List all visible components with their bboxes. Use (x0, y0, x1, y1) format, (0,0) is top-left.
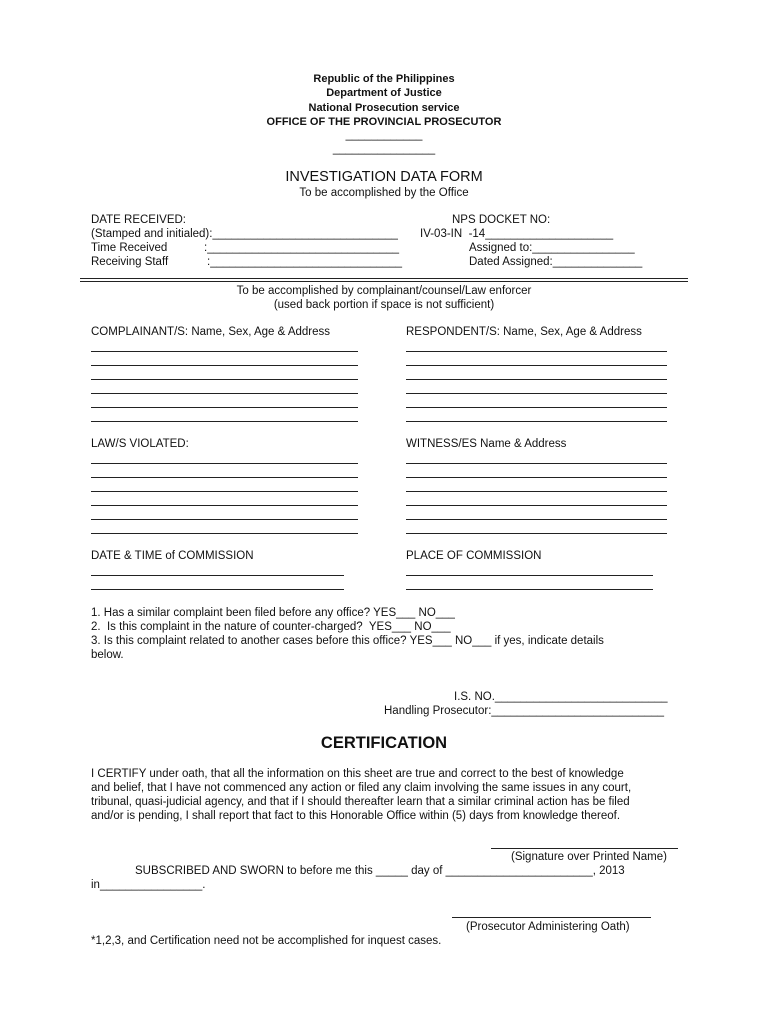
divider-top (80, 278, 688, 279)
complainant-line[interactable] (91, 379, 358, 380)
signature-line[interactable] (491, 848, 678, 849)
place-line[interactable] (406, 575, 653, 576)
law-violated-line[interactable] (91, 491, 358, 492)
witness-line[interactable] (406, 477, 667, 478)
complainant-line[interactable] (91, 421, 358, 422)
certification-line-4: and/or is pending, I shall report that fact to this Honorable Office within (5) days from knowledge thereof. (91, 810, 621, 822)
certification-line-3: tribunal, quasi-judicial agency, and that if I should thereafter learn that a similar criminal action has be filed (91, 796, 630, 808)
certification-line-1: I CERTIFY under oath, that all the information on this sheet are true and correct to the best of knowledge (91, 768, 624, 780)
question-2: 2. Is this complaint in the nature of counter-charged? YES___ NO___ (91, 621, 451, 633)
certification-title: CERTIFICATION (320, 734, 448, 752)
law-violated-line[interactable] (91, 519, 358, 520)
place-commission-label: PLACE OF COMMISSION (406, 550, 542, 562)
receiving-staff-field[interactable]: :______________________________ (207, 256, 403, 268)
question-3-cont: below. (91, 649, 124, 661)
subscribed-sworn: SUBSCRIBED AND SWORN to before me this _____ day of _______________________, 2013 (135, 865, 625, 877)
form-title: INVESTIGATION DATA FORM (285, 169, 483, 185)
receiving-staff-label: Receiving Staff (91, 256, 169, 268)
nps-docket-label: NPS DOCKET NO: (452, 214, 551, 226)
witnesses-label: WITNESS/ES Name & Address (406, 438, 567, 450)
header-blank-2: ________________ (332, 143, 436, 155)
place-line[interactable] (406, 589, 653, 590)
docket-number-field[interactable]: IV-03-IN -14____________________ (420, 228, 614, 240)
date-time-commission-label: DATE & TIME of COMMISSION (91, 550, 254, 562)
witness-line[interactable] (406, 491, 667, 492)
respondent-line[interactable] (406, 407, 667, 408)
law-violated-line[interactable] (91, 505, 358, 506)
question-3: 3. Is this complaint related to another cases before this office? YES___ NO___ if yes, indicate details (91, 635, 604, 647)
handling-prosecutor-field[interactable]: Handling Prosecutor:___________________________ (384, 705, 665, 717)
in-location-field[interactable]: in________________. (91, 879, 206, 891)
time-received-field[interactable]: :______________________________ (204, 242, 400, 254)
witness-line[interactable] (406, 533, 667, 534)
witness-line[interactable] (406, 505, 667, 506)
header-blank-1: ____________ (345, 129, 423, 141)
respondent-line[interactable] (406, 421, 667, 422)
complainants-label: COMPLAINANT/S: Name, Sex, Age & Address (91, 326, 331, 338)
is-number-field[interactable]: I.S. NO.___________________________ (454, 691, 668, 703)
date-received-label: DATE RECEIVED: (91, 214, 186, 226)
header-department: Department of Justice (326, 87, 442, 99)
form-subtitle: To be accomplished by the Office (299, 187, 469, 199)
divider-bottom (80, 281, 688, 282)
complainant-line[interactable] (91, 351, 358, 352)
witness-line[interactable] (406, 463, 667, 464)
respondent-line[interactable] (406, 379, 667, 380)
laws-violated-label: LAW/S VIOLATED: (91, 438, 189, 450)
respondent-line[interactable] (406, 393, 667, 394)
prosecutor-label: (Prosecutor Administering Oath) (466, 921, 630, 933)
stamped-field[interactable]: (Stamped and initialed):_____________________________ (91, 228, 398, 240)
law-violated-line[interactable] (91, 533, 358, 534)
assigned-to-field[interactable]: Assigned to:________________ (469, 242, 635, 254)
respondent-line[interactable] (406, 365, 667, 366)
date-time-line[interactable] (91, 575, 344, 576)
law-violated-line[interactable] (91, 477, 358, 478)
footnote: *1,2,3, and Certification need not be accomplished for inquest cases. (91, 935, 442, 947)
prosecutor-signature-line[interactable] (452, 917, 651, 918)
header-office: OFFICE OF THE PROVINCIAL PROSECUTOR (266, 116, 502, 128)
dated-assigned-field[interactable]: Dated Assigned:______________ (469, 256, 643, 268)
time-received-label: Time Received (91, 242, 168, 254)
signature-label: (Signature over Printed Name) (511, 851, 667, 863)
law-violated-line[interactable] (91, 463, 358, 464)
complainant-line[interactable] (91, 365, 358, 366)
header-republic: Republic of the Philippines (313, 73, 455, 85)
header-nps: National Prosecution service (308, 102, 460, 114)
respondents-label: RESPONDENT/S: Name, Sex, Age & Address (406, 326, 642, 338)
question-1: 1. Has a similar complaint been filed before any office? YES___ NO___ (91, 607, 455, 619)
complainant-line[interactable] (91, 393, 358, 394)
complainant-note-2: (used back portion if space is not sufficient) (273, 299, 495, 311)
witness-line[interactable] (406, 519, 667, 520)
respondent-line[interactable] (406, 351, 667, 352)
complainant-line[interactable] (91, 407, 358, 408)
date-time-line[interactable] (91, 589, 344, 590)
certification-line-2: and belief, that I have not commenced any action or filed any claim involving the same issues in any court, (91, 782, 632, 794)
complainant-note-1: To be accomplished by complainant/counsel/Law enforcer (236, 285, 532, 297)
